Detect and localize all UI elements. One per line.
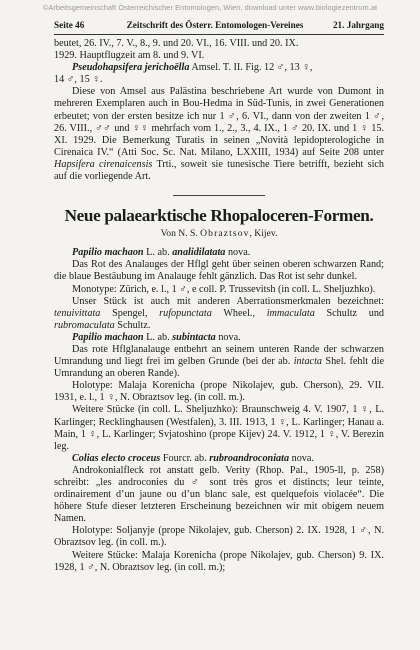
entry-description-3: Androkonialfleck rot anstatt gelb. Verity (Rhop. Pal., 1905-ll, p. 258) schreibt: „les androconies du ♂ sont très gros et distincts; leur teinte, ordinairement d’un jaune ou d’un blanc sale, est quelquefois violacée“. Die höhere Stufe dieser letzteren Erscheinung bezeichnen wir mit obigem neuem Namen. [54, 464, 384, 525]
entry-specimens-2: Weitere Stücke (in coll. L. Sheljuzhko): Braunschweig 4. V. 1907, 1 ♀, L. Karlinger; Recklinghausen (Westfalen), 3. III. 1913, 1 ♀, L. Karlinger; Hanau a. Main, 1 ♀, L. Karlinger; Svjatoshino (prope Kijev) 24. V. 1912, 1 ♀, V. Berezin leg. [54, 404, 384, 452]
entry-holotype-2: Holotype: Malaja Korenicha (prope Nikolajev, gub. Cherson), 29. VII. 1931, e. l., 1 ♀, N. Obraztsov leg. (in coll. m.). [54, 380, 384, 404]
prev-line-2: 1929. Hauptflugzeit am 8. und 9. VI. [54, 50, 205, 62]
entry-notes-1: Unser Stück ist auch mit anderen Aberrationsmerkmalen bezeichnet: tenuivittata Spengel, rufopunctata Wheel., immaculata Schultz und rubromaculata Schultz. [54, 295, 385, 331]
article-author: Von N. S. Obraztsov, Kijev. [160, 228, 278, 240]
page-number: Seite 46 [54, 20, 85, 30]
entry-heading-1: Papilio machaon L. ab. analidilatata nova. [72, 247, 251, 259]
entry-description-1: Das Rot des Analauges der Hflgl geht über seinen oberen schwarzen Rand; die blaue Bestäubung im Analauge fehlt gänzlich. Das Rot ist sehr dunkel. [54, 259, 384, 283]
prev-line-1: beutet, 26. IV., 7. V., 8., 9. und 20. VI., 16. VIII. und 20. IX. [54, 38, 299, 49]
entry-heading-2: Papilio machaon L. ab. subintacta nova. [72, 331, 241, 343]
copyright-watermark: ©Arbeitsgemeinschaft Österreichischer Entomologen, Wien, download unter www.biologiezentrum.at [42, 3, 378, 12]
species-heading: Pseudohapsifera jerichoëlla Amsel. T. II. Fig. 12 ♂, 13 ♀, [72, 62, 313, 74]
entry-heading-3: Colias electo croceus Fourcr. ab. rubroandroconiata nova. [72, 452, 314, 464]
species-name: Pseudohapsifera jerichoëlla [72, 62, 190, 74]
header-rule [54, 34, 384, 35]
section-separator [173, 195, 265, 196]
entry-monotype-1: Monotype: Zürich, e. l., 1 ♂, e coll. P. Trussevitsh (in coll. L. Sheljuzhko). [72, 283, 376, 295]
running-header [54, 20, 384, 32]
entry-holotype-3: Holotype: Soljanyje (prope Nikolajev, gub. Cherson) 2. IX. 1928, 1 ♂, N. Obraztsov leg. (in coll. m.). [54, 525, 384, 549]
page-body [54, 38, 384, 574]
article-title: Neue palaearktische Rhopaloceren-Formen. [64, 206, 374, 226]
figure-refs: 14 ♂, 15 ♀. [54, 74, 103, 86]
volume-label: 21. Jahrgang [332, 20, 384, 30]
entry-specimens-3: Weitere Stücke: Malaja Korenicha (prope Nikolajev, gub. Cherson) 9. IX. 1928, 1 ♂, N. Obraztsov leg. (in coll. m.); [54, 549, 384, 573]
prev-paragraph: Diese von Amsel aus Palästina beschriebene Art wurde von Dumont in mehreren Exemplaren auch in Bou-Hedma in Süd-Tunis, in zwei Generationen erbeutet; von der ersten besitze ich nur 1 ♂, 6. VI., dann von der zweiten 1 ♂, 26. VIII., ♂♂ und ♀♀ mehrfach vom 1., 2., 3., 4. IX., 1 ♂ 20. IX. und 1 ♀ 15. XI. 1929. Die Bemerkung Turatis in seinen „Novità lepidopterologiche in Cirenaica IV.“ (Atti Soc. Sc. Nat. Milano, LXXIII, 1934) auf Seite 208 unter Hapsifera cirenaicensis Trti., soweit sie tunesische Tiere betrifft, bezieht sich auf die vorliegende Art. [54, 86, 385, 183]
journal-title: Zeitschrift des Österr. Entomologen-Vereines [126, 20, 304, 30]
entry-description-2: Das rote Hflglanalauge entbehrt an seinem unteren Rande der schwarzen Umrandung und liegt frei im gelben Grunde (bei der ab. intacta Shel. fehlt die Umrandung an oberen Rande). [54, 343, 384, 380]
